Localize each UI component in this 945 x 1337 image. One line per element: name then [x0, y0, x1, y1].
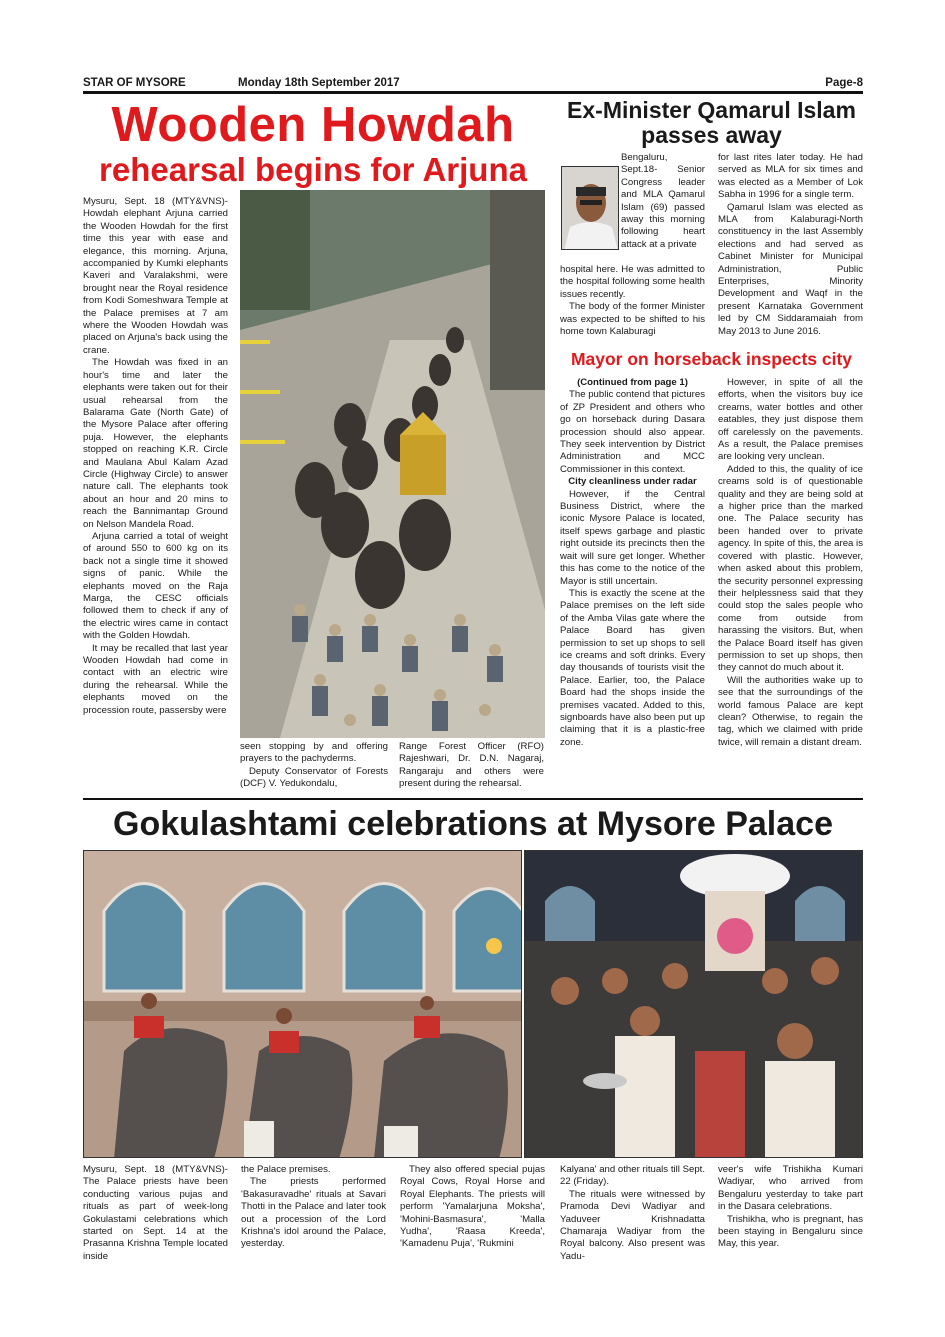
exminister-para: Qamarul Islam was elected as MLA from Kalaburagi-North constituency in the last Assembly elections and had served as Cabinet Minister for Municipal Administration, Public Enterprises, Minority Development and Waqf in the present Karnataka Government led by CM Siddaramaiah from May 2013 to June 2016. — [718, 201, 863, 337]
howdah-para: It may be recalled that last year Wooden Howdah had come in contact with an electric wire during the rehearsal. While the elephants moved on the procession route, passersby were — [83, 642, 228, 716]
exminister-column-2 — [718, 152, 863, 338]
gokul-para: The rituals were witnessed by Pramoda Devi Wadiyar and Yaduveer Krishnadatta Chamaraja Wadiyar from the Royal balcony. Also present was Yadu- — [560, 1188, 705, 1262]
howdah-subheadline: rehearsal begins for Arjuna — [99, 151, 527, 188]
exminister-intro — [621, 152, 705, 251]
gokul-column-2 — [241, 1164, 386, 1251]
gokul-para: Mysuru, Sept. 18 (MTY&VNS)- The Palace priests have been conducting various pujas and rituals as part of week-long Gokulastami celebrations which started on Sept. 14 at the Prasanna Krishna Temple located inside — [83, 1164, 228, 1262]
mayor-column-2 — [718, 377, 863, 749]
gokul-para: the Palace premises. — [241, 1164, 331, 1175]
howdah-para: Arjuna carried a total of weight of around 550 to 600 kg on its back not a single time it showed signs of panic. While the elephants moved on the Raja Marga, the CESC officials followed them to check if any of the electric wires came in contact with the Golden Howdah. — [83, 530, 228, 642]
top-rule — [83, 91, 863, 94]
gokul-para: veer's wife Trishikha Kumari Wadiyar, who arrived from Bengaluru yesterday to take part in the Dasara celebrations. — [718, 1164, 863, 1213]
gokul-column-3 — [400, 1164, 545, 1251]
issue-date: Monday 18th September 2017 — [238, 77, 400, 89]
gokul-para: The priests performed 'Bakasuravadhe' rituals at Savari Thotti in the Palace and later took out a procession of the Lord Krishna's idol around the Palace, yesterday. — [241, 1176, 386, 1250]
qamarul-islam-portrait — [561, 166, 619, 250]
gokulashtami-headline: Gokulashtami celebrations at Mysore Palace — [113, 805, 833, 843]
continued-note: (Continued from page 1) — [577, 377, 688, 388]
exminister-para: Bengaluru, Sept.18- Senior Congress leader and MLA Qamarul Islam (69) passed away this morning following heart attack at a private — [621, 152, 705, 250]
mayor-para: However, in spite of all the efforts, when the visitors buy ice creams, water bottles and other eatables, they just dispose them off carelessly on the pavements. As a result, the Palace premises are looking very unclean. — [718, 377, 863, 463]
mayor-para: Will the authorities wake up to see that the surroundings of the world famous Palace are kept clean? Otherwise, to regain the tag, which we claimed with pride twice, will remain a distant dream. — [718, 674, 863, 748]
exminister-column-1 — [560, 264, 705, 338]
mayor-para: The public contend that pictures of ZP President and others who go on horseback during Dasara procession should also appear. They seek intervention by District Administration and MCC Commissioner in this context. — [560, 389, 705, 475]
howdah-para: Mysuru, Sept. 18 (MTY&VNS)- Howdah elephant Arjuna carried the Wooden Howdah for the first time this year with ease and elegance, this morning. Arjuna, accompanied by Kumki elephants Kaveri and Varalakshmi, were brought near the Royal residence from Kodi Someshwara Temple at the Palace premises at 7 am where the Wooden Howdah was placed on Arjuna's back using the crane. — [83, 196, 228, 356]
section-rule — [83, 798, 863, 800]
publication-name: STAR OF MYSORE — [83, 77, 186, 89]
gokul-para: Trishikha, who is pregnant, has been staying in Bengaluru since May, this year. — [718, 1213, 863, 1250]
howdah-headline: Wooden Howdah — [111, 98, 515, 152]
mayor-headline: Mayor on horseback inspects city — [570, 349, 853, 369]
gokul-column-1 — [83, 1164, 228, 1263]
exminister-para: hospital here. He was admitted to the hospital following some health issues recently. — [560, 264, 705, 300]
howdah-para: Range Forest Officer (RFO) Rajeshwari, Dr. D.N. Nagaraj, Rangaraju and others were present during the rehearsal. — [399, 741, 544, 790]
howdah-para: The Howdah was fixed in an hour's time and later the elephants were taken out for their usual rehearsal from the Balarama Gate (North Gate) of the Mysore Palace after offering puja. However, the elephants stopped on reaching K.R. Circle and Maulana Abul Kalam Azad Circle (Highway Circle) to answer nature call. The elephants took about an hour and 20 mins to reach the Bannimantap Ground on Nelson Mandela Road. — [83, 357, 228, 530]
howdah-column-2 — [240, 741, 388, 791]
gokul-para: They also offered special pujas Royal Cows, Royal Horse and Royal Elephants. The priests will perform 'Yamalarjuna Moksha', 'Mohini-Basmasura', 'Malla Yudha', 'Raasa Kreeda', 'Kamadenu Puja', 'Rukmini — [400, 1164, 545, 1250]
howdah-column-1 — [83, 196, 228, 717]
howdah-column-3 — [399, 741, 544, 791]
exminister-para: for last rites later today. He had served as MLA for six times and was elected as a Member of Lok Sabha in 1996 for a single term. — [718, 152, 863, 201]
gokul-column-4 — [560, 1164, 705, 1263]
mayor-para: This is exactly the scene at the Palace premises on the left side of the Amba Vilas gate where the Palace Board has given permission to set up shops to sell ice creams and soft drinks. Every day thousands of tourists visit the Palace. Earlier, too, the Palace Board had the shops inside the premises vacated. Added to this, signboards have also been put up claiming that it is a plastic-free zone. — [560, 587, 705, 748]
palace-elephants-photo — [83, 850, 522, 1158]
exminister-para: The body of the former Minister was expected to be shifted to his home town Kalaburagi — [560, 301, 705, 338]
krishna-puja-photo — [524, 850, 863, 1158]
howdah-para: seen stopping by and offering prayers to the pachyderms. — [240, 741, 388, 765]
mayor-para: However, if the Central Business District, where the iconic Mysore Palace is located, itself spews garbage and plastic right outside its precincts then the wait will sure get longer. Whether this has come to the notice of the Mayor is still uncertain. — [560, 488, 705, 587]
exminister-headline: Ex-Minister Qamarul Islam passes away — [567, 97, 856, 148]
page-number: Page-8 — [825, 77, 863, 89]
howdah-para: Deputy Conservator of Forests (DCF) V. Yedukondalu, — [240, 765, 388, 790]
mayor-subhead: City cleanliness under radar — [568, 476, 697, 488]
elephant-procession-photo — [240, 190, 545, 738]
mayor-para: Added to this, the quality of ice creams sold is of questionable quality and they are being sold at a higher price than the marked one. The Palace security has been handed over to private agency. In spite of this, the area is covered with plastic. However, when asked about this problem, the security personnel expressing their helplessness said that they could stop the sales people who come from outside from harassing the visitors. But, when the Palace Board itself has given permission to set up shops, then they cannot do much about it. — [718, 463, 863, 674]
gokul-para: Kalyana' and other rituals till Sept. 22 (Friday). — [560, 1164, 705, 1188]
mayor-column-1 — [560, 377, 705, 749]
gokul-column-5 — [718, 1164, 863, 1251]
